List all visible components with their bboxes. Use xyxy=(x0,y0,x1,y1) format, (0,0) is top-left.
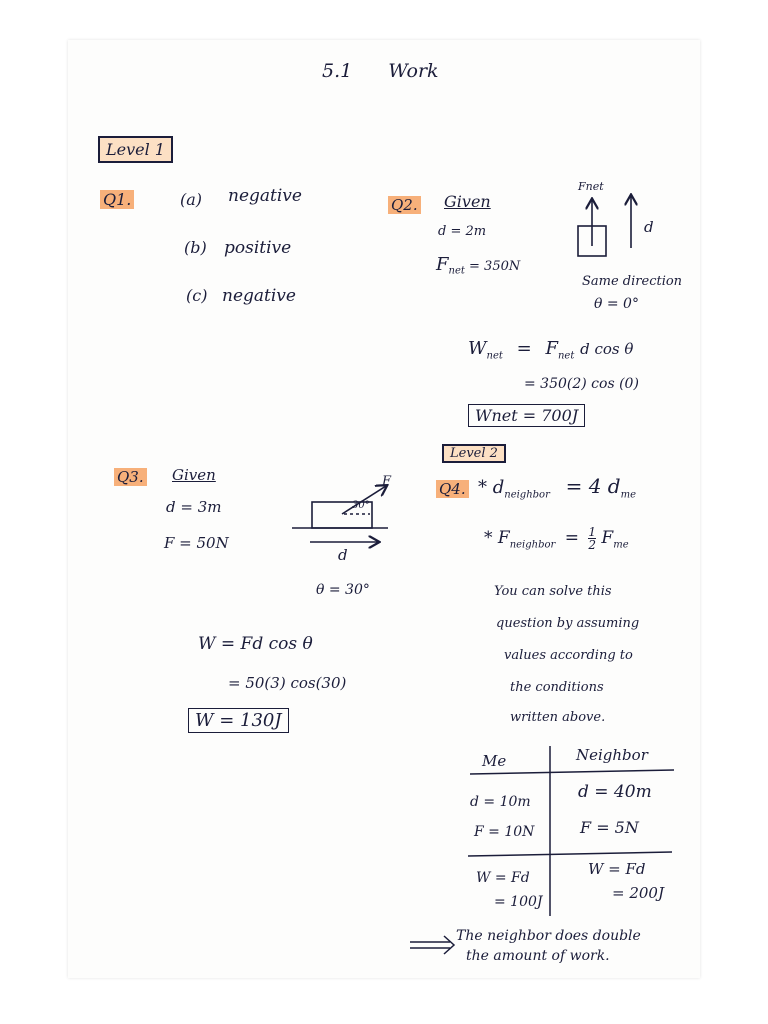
q1-a-answer: negative xyxy=(228,186,302,206)
q1-c-answer: negative xyxy=(222,286,296,306)
q3-displacement-label: d xyxy=(338,546,348,564)
q4-condition-1: * $d_{neighbor} = 4$ $d_{me}$ xyxy=(478,474,636,501)
q3-force-label: F xyxy=(382,474,392,489)
q2-theta: θ = 0° xyxy=(594,296,639,312)
q3-equation-2: = 50(3) cos(30) xyxy=(228,674,347,692)
table-me-force: F = 10N xyxy=(474,824,535,840)
q4-note-line-1: You can solve this xyxy=(494,584,612,599)
q4-note-line-2: question by assuming xyxy=(496,616,640,631)
table-neighbor-distance: d = 40m xyxy=(578,782,652,802)
section-title: Work xyxy=(388,60,439,82)
q1-b-letter: (b) xyxy=(184,238,207,257)
q4-label: Q4. xyxy=(436,480,469,498)
q2-given: Given xyxy=(444,192,491,211)
q2-same-direction: Same direction xyxy=(582,274,683,289)
conclusion-line-2: the amount of work. xyxy=(466,948,610,964)
q2-fnet-label: Fnet xyxy=(578,180,604,193)
fraction-one-half: $\frac{1}{2}$ xyxy=(588,525,597,552)
q3-angle-label: 30° xyxy=(352,500,370,511)
table-header-neighbor: Neighbor xyxy=(576,746,648,764)
table-neighbor-work-value: = 200J xyxy=(612,884,664,902)
q1-label: Q1. xyxy=(100,190,134,209)
table-me-work-value: = 100J xyxy=(494,894,543,910)
q2-answer: Wnet = 700J xyxy=(468,404,585,427)
q2-force: $F_{net} = 350N$ xyxy=(436,254,521,277)
q2-equation-1: $W_{net} = F_{net}$ d cos θ xyxy=(468,338,634,362)
q3-theta: θ = 30° xyxy=(316,582,370,598)
q3-label: Q3. xyxy=(114,468,147,486)
q1-b-answer: positive xyxy=(224,238,292,258)
q4-note-line-4: the conditions xyxy=(510,680,604,695)
q2-d-label: d xyxy=(644,218,654,236)
q3-force: F = 50N xyxy=(164,534,229,552)
level-2-heading: Level 2 xyxy=(442,444,506,463)
level-1-heading: Level 1 xyxy=(98,136,173,163)
table-me-distance: d = 10m xyxy=(470,794,531,810)
section-number: 5.1 xyxy=(322,60,353,82)
notebook-page xyxy=(68,40,700,978)
table-neighbor-work-formula: W = Fd xyxy=(588,860,646,878)
q4-note-line-5: written above. xyxy=(510,710,606,725)
q3-distance: d = 3m xyxy=(166,498,222,516)
q4-condition-2: * $F_{neighbor}$ = $\frac{1}{2}$ $F_{me}$ xyxy=(484,525,629,552)
table-header-me: Me xyxy=(482,752,507,770)
q4-note-line-3: values according to xyxy=(504,648,633,663)
table-me-work-formula: W = Fd xyxy=(476,870,530,886)
q3-answer: W = 130J xyxy=(188,708,289,733)
q1-c-letter: (c) xyxy=(186,286,208,305)
q3-given: Given xyxy=(172,466,216,484)
q2-label: Q2. xyxy=(388,196,421,214)
q2-distance: d = 2m xyxy=(438,224,487,239)
conclusion-line-1: The neighbor does double xyxy=(456,928,641,944)
page-title xyxy=(322,60,439,82)
q3-equation-1: W = Fd cos θ xyxy=(198,634,313,654)
q1-a-letter: (a) xyxy=(180,190,203,209)
table-neighbor-force: F = 5N xyxy=(580,818,639,837)
q2-equation-2: = 350(2) cos (0) xyxy=(524,376,639,392)
